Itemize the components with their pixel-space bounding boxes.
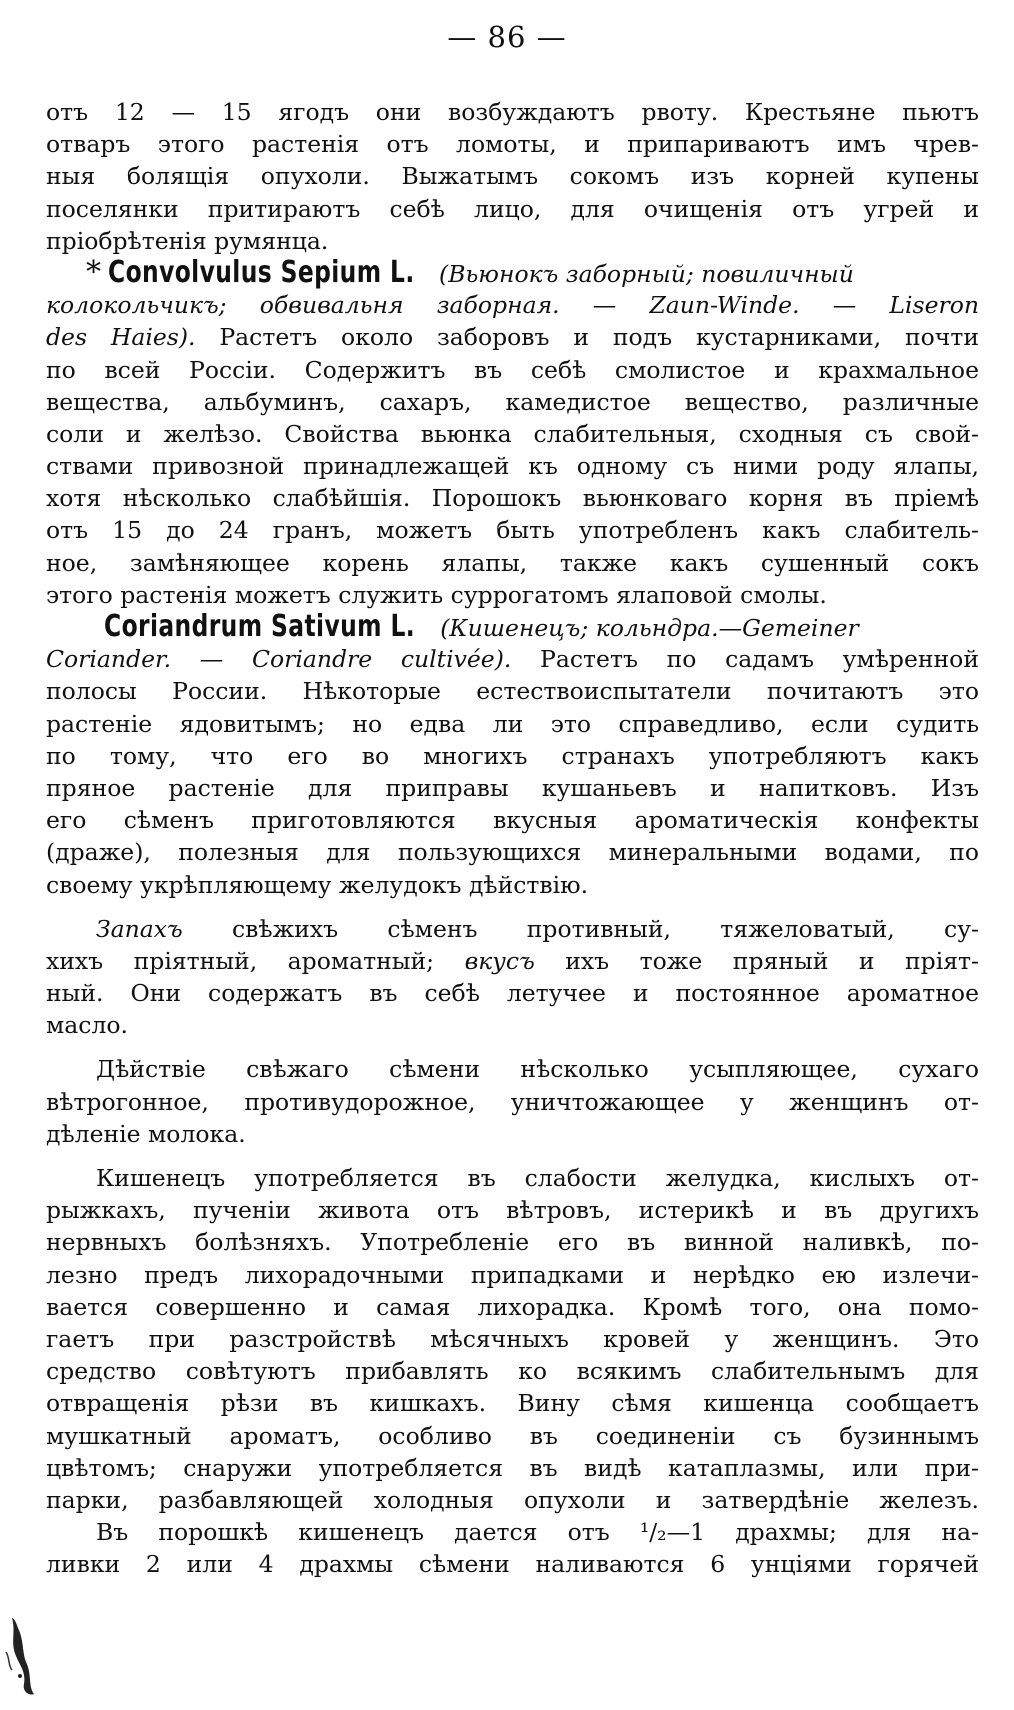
emphasis-word: вкусъ: [464, 946, 535, 975]
text-line: масло.: [46, 1011, 128, 1040]
text-line: полосы России. Нѣкоторые естествоиспытатели почитаютъ это: [46, 677, 979, 706]
text-line: [46, 945, 979, 977]
text-line: хотя нѣсколько слабѣйшія. Порошокъ вьюнковаго корня въ пріемѣ: [46, 484, 979, 513]
text-line: ныя болящія опухоли. Выжатымъ сокомъ изъ корней купены: [46, 162, 979, 191]
text-line: соли и желѣзо. Свойства вьюнка слабительныя, сходныя съ свой-: [46, 419, 979, 448]
text-line: растеніе ядовитымъ; но едва ли это справедливо, если судить: [46, 709, 979, 738]
text-line: Въ порошкѣ кишенецъ дается отъ ¹/₂—1 драхмы; для на-: [96, 1518, 979, 1547]
entry-asterisk: *: [86, 254, 101, 290]
text-line: пріобрѣтенія румянца.: [46, 226, 329, 255]
text-line: отъ 12 — 15 ягодъ они возбуждаютъ рвоту. Крестьяне пьютъ: [46, 98, 979, 126]
text-line: [46, 913, 979, 945]
paragraph-continuation: [46, 96, 979, 257]
entry-title: Convolvulus Sepium L.: [108, 254, 416, 290]
text-segment: Растетъ около заборовъ и подъ кустарниками, почти: [219, 323, 979, 352]
text-line: отвращенія рѣзи въ кишкахъ. Вину сѣмя кишенца сообщаетъ: [46, 1389, 979, 1418]
text-line: пряное растеніе для приправы кушаньевъ и напитковъ. Изъ: [46, 773, 979, 802]
text-line: отваръ этого растенія отъ ломоты, и припариваютъ имъ чрев-: [46, 130, 979, 159]
text-line: рыжкахъ, пученіи живота отъ вѣтровъ, истерикѣ и въ другихъ: [46, 1196, 979, 1225]
text-line: гаетъ при разстройствѣ мѣсячныхъ кровей у женщинъ. Это: [46, 1324, 979, 1353]
text-line: [46, 643, 979, 675]
text-column: [46, 96, 979, 1580]
text-segment: свѣжихъ сѣменъ противный, тяжеловатый, су-: [232, 914, 979, 943]
text-segment: ихъ тоже пряный и пріят-: [565, 946, 979, 975]
entry-synonyms: (Кишенецъ; кольндра.—Gemeiner: [440, 614, 859, 642]
text-line: нервныхъ болѣзняхъ. Употребленіе его въ винной наливкѣ, по-: [46, 1228, 979, 1257]
page-number: — 86 —: [447, 20, 567, 54]
text-line: ливки 2 или 4 драхмы сѣмени наливаются 6 унціями горячей: [46, 1550, 979, 1579]
text-segment: хихъ пріятный, ароматный;: [46, 946, 435, 975]
text-line: мушкатный ароматъ, особливо въ соединеніи съ бузиннымъ: [46, 1421, 979, 1450]
entry-convolvulus: [46, 254, 979, 611]
entry-heading-line: [46, 254, 979, 290]
text-line: вается совершенно и самая лихорадка. Кромѣ того, она помо-: [46, 1292, 979, 1321]
text-line: дѣленіе молока.: [46, 1119, 246, 1148]
paragraph-dosage: [46, 1516, 979, 1580]
text-line: отъ 15 до 24 гранъ, можетъ быть употребленъ какъ слабитель-: [46, 516, 979, 545]
text-line: ный. Они содержатъ въ себѣ летучее и постоянное ароматное: [46, 979, 979, 1008]
text-line: Дѣйствіе свѣжаго сѣмени нѣсколько усыпляющее, сухаго: [96, 1055, 979, 1084]
text-line: ное, замѣняющее корень ялапы, также какъ сушенный сокъ: [46, 548, 979, 577]
entry-synonym-end: Coriander. — Coriandre cultivée).: [46, 645, 512, 674]
entry-synonyms: (Вьюнокъ заборный; повиличный: [439, 259, 854, 288]
paragraph-usage: [46, 1162, 979, 1516]
ink-stain-mark: [2, 1612, 38, 1698]
text-line: Кишенецъ употребляется въ слабости желудка, кислыхъ от-: [96, 1164, 979, 1192]
text-line: лезно предъ лихорадочными припадками и нерѣдко ею излечи-: [46, 1260, 979, 1289]
text-line: поселянки притираютъ себѣ лицо, для очищенія отъ угрей и: [46, 194, 979, 223]
text-line: по всей Россіи. Содержитъ въ себѣ смолистое и крахмальное: [46, 355, 979, 384]
text-line: вѣтрогонное, противудорожное, уничтожающее у женщинъ от-: [46, 1087, 979, 1116]
text-segment: Растетъ по садамъ умѣренной: [540, 645, 979, 674]
text-line: этого растенія можетъ служить суррогатомъ ялаповой смолы.: [46, 580, 827, 609]
text-line: [46, 321, 979, 353]
entry-synonym-end: des Haies).: [46, 323, 196, 352]
text-line: (драже), полезныя для пользующихся минеральными водами, по: [46, 838, 979, 867]
paragraph-action: [46, 1053, 979, 1150]
text-line: своему укрѣпляющему желудокъ дѣйствію.: [46, 870, 589, 899]
text-line: его сѣменъ приготовляются вкусныя ароматическія конфекты: [46, 806, 979, 835]
entry-coriandrum: [46, 611, 979, 901]
entry-title: Coriandrum Sativum L.: [104, 609, 416, 644]
paragraph-smell: [46, 913, 979, 1042]
text-line: парки, разбавляющей холодныя опухоли и затвердѣніе железъ.: [46, 1485, 979, 1514]
text-line: средство совѣтуютъ прибавлять ко всякимъ слабительнымъ для: [46, 1357, 979, 1386]
text-line: вещества, альбуминъ, сахаръ, камедистое вещество, различные: [46, 387, 979, 416]
text-line: ствами привозной принадлежащей къ одному съ ними роду ялапы,: [46, 452, 979, 481]
entry-synonyms-line: колокольчикъ; обвивальня заборная. — Zaun-Winde. — Liseron: [46, 291, 979, 320]
text-line: цвѣтомъ; снаружи употребляется въ видѣ катаплазмы, или при-: [46, 1453, 979, 1482]
emphasis-word: Запахъ: [96, 914, 183, 943]
text-line: по тому, что его во многихъ странахъ употребляютъ какъ: [46, 741, 979, 770]
entry-heading-line: [46, 611, 979, 643]
